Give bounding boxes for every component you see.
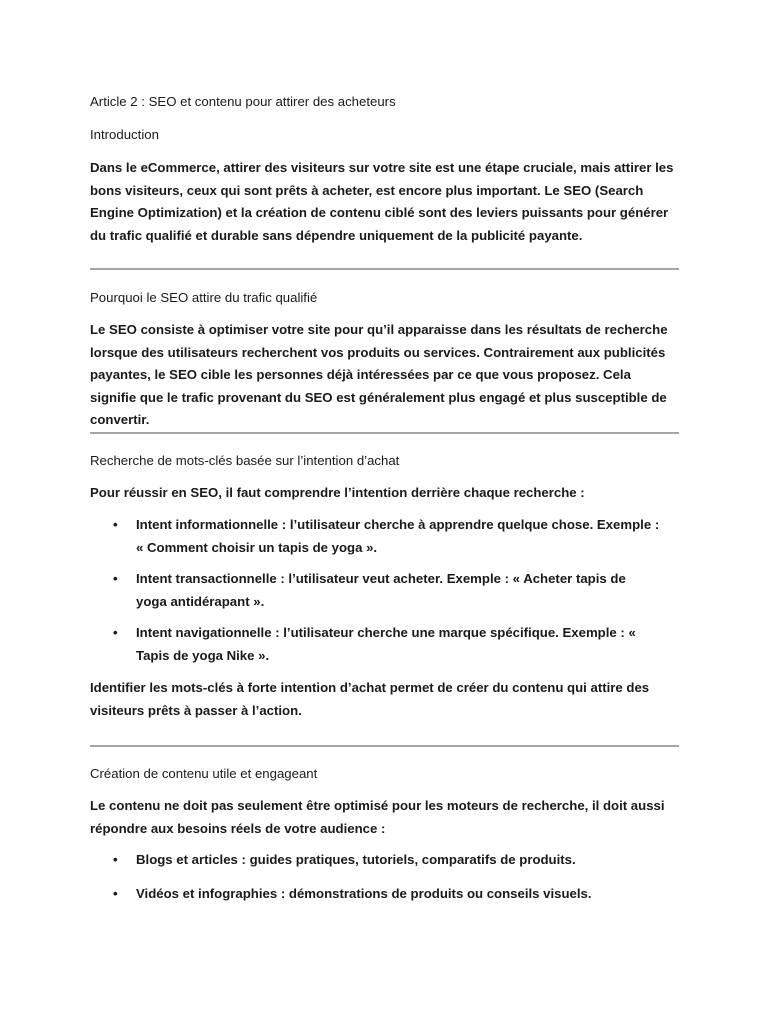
list-item-text: Intent informationnelle : l’utilisateur cherche à apprendre quelque chose. Exemple : « Comment choisir un tapis de yoga ».: [136, 517, 660, 555]
section1-heading: Pourquoi le SEO attire du trafic qualifié: [90, 290, 318, 305]
section3-heading: Création de contenu utile et engageant: [90, 766, 318, 781]
bullet-icon: •: [113, 852, 118, 867]
section2-bullet-list: [90, 514, 660, 667]
section-divider: [90, 432, 679, 434]
list-item: [90, 622, 660, 667]
bullet-icon: •: [113, 885, 118, 901]
section2-intro: Pour réussir en SEO, il faut comprendre l’intention derrière chaque recherche :: [90, 485, 585, 500]
section2-heading: Recherche de mots-clés basée sur l’intention d’achat: [90, 453, 400, 468]
section1-paragraph: Le SEO consiste à optimiser votre site pour qu’il apparaisse dans les résultats de recherche lorsque des utilisateurs recherchent vos produits ou services. Contrairement aux publicités payantes, le SEO cible les personnes déjà intéressées par ce que vous proposez. Cela signifie que le trafic provenant du SEO est généralement plus engagé et plus susceptible de convertir.: [90, 322, 668, 427]
section3-bullet-list: [90, 849, 690, 905]
bullet-icon: •: [113, 571, 118, 586]
list-item-text: Intent transactionnelle : l’utilisateur veut acheter. Exemple : « Acheter tapis de yoga antidérapant ».: [136, 571, 626, 609]
section2-outro: Identifier les mots-clés à forte intention d’achat permet de créer du contenu qui attire des visiteurs prêts à passer à l’action.: [90, 680, 650, 718]
list-item: [90, 568, 660, 613]
list-item-text: Vidéos et infographies : démonstrations de produits ou conseils visuels.: [136, 885, 592, 901]
section-divider: [90, 268, 679, 270]
list-item-text: Blogs et articles : guides pratiques, tutoriels, comparatifs de produits.: [136, 852, 576, 867]
list-item: [90, 514, 660, 559]
list-item-text: Intent navigationnelle : l’utilisateur cherche une marque spécifique. Exemple : « Tapis de yoga Nike ».: [136, 625, 636, 663]
list-item: [90, 883, 690, 906]
section-divider: [90, 745, 679, 747]
intro-heading: Introduction: [90, 127, 159, 142]
list-item: [90, 849, 690, 872]
bullet-icon: •: [113, 625, 118, 640]
bullet-icon: •: [113, 517, 118, 532]
intro-paragraph: Dans le eCommerce, attirer des visiteurs sur votre site est une étape cruciale, mais attirer les bons visiteurs, ceux qui sont prêts à acheter, est encore plus important. Le SEO (Search Engine Optimization) et la création de contenu ciblé sont des leviers puissants pour générer du trafic qualifié et durable sans dépendre uniquement de la publicité payante.: [90, 160, 674, 243]
section3-intro: Le contenu ne doit pas seulement être optimisé pour les moteurs de recherche, il doit aussi répondre aux besoins réels de votre audience :: [90, 798, 665, 836]
article-title: Article 2 : SEO et contenu pour attirer des acheteurs: [90, 94, 396, 109]
